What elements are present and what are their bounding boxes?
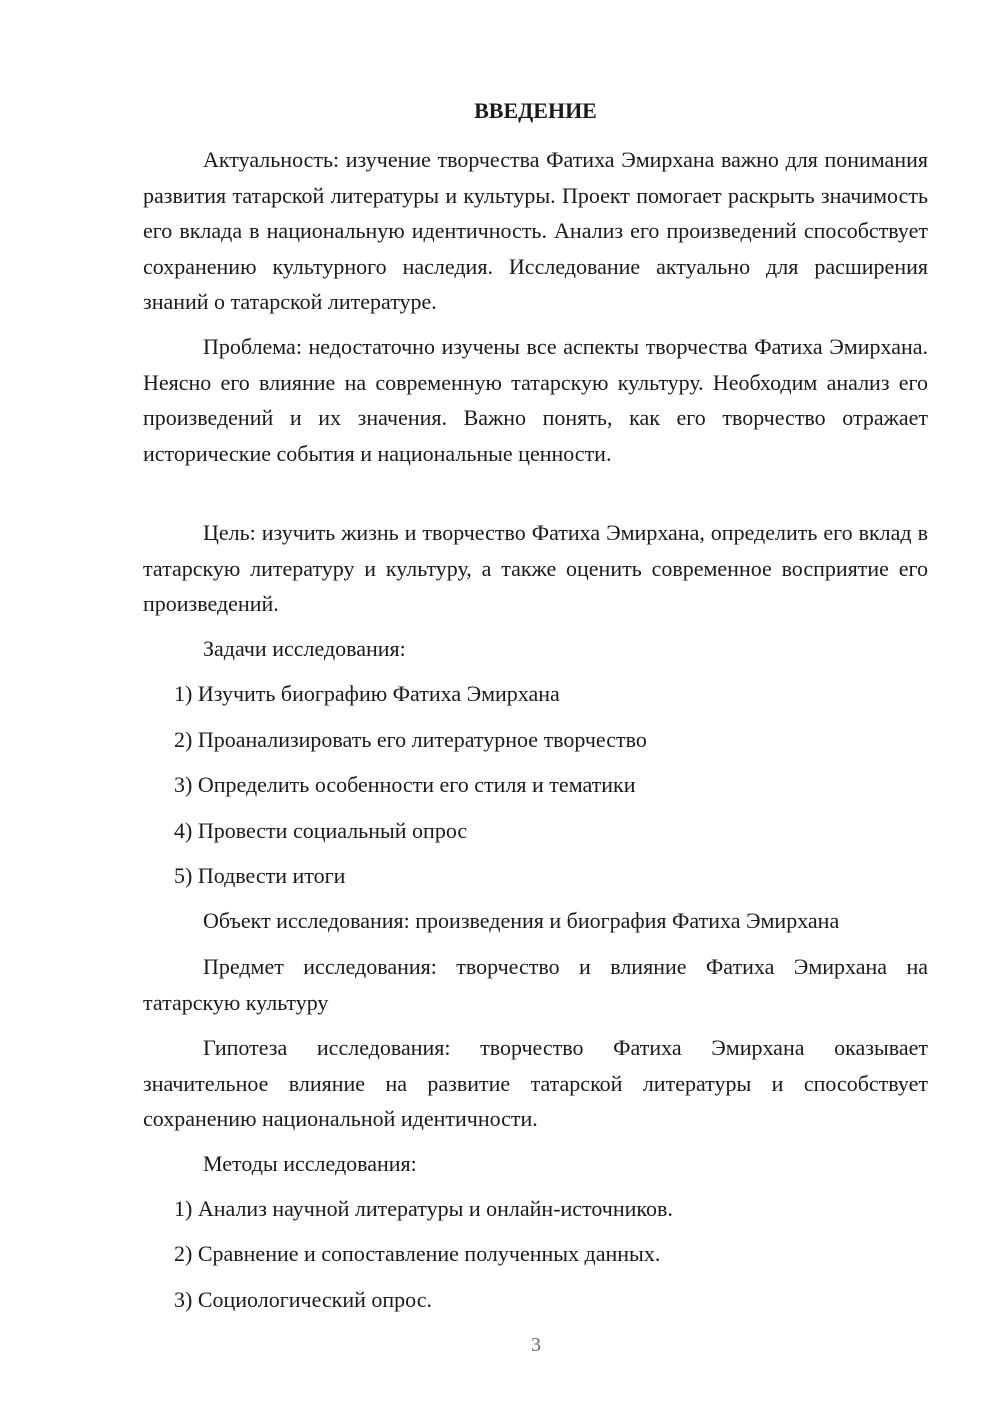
- task-item: 3) Определить особенности его стиля и тематики: [174, 772, 636, 797]
- method-item: 3) Социологический опрос.: [174, 1287, 432, 1312]
- task-item: 2) Проанализировать его литературное творчество: [174, 727, 647, 752]
- hypothesis-paragraph: Гипотеза исследования: творчество Фатиха Эмирхана оказывает значительное влияние на развитие татарской литературы и способствует сохранению национальной идентичности.: [143, 1035, 928, 1131]
- task-item: 5) Подвести итоги: [174, 863, 346, 888]
- relevance-paragraph: Актуальность: изучение творчества Фатиха Эмирхана важно для понимания развития татарской литературы и культуры. Проект помогает раскрыть значимость его вклада в национальную идентичность. Анализ его произведений способствует сохранению культурного наследия. Исследование актуально для расширения знаний о татарской литературе.: [143, 147, 928, 314]
- tasks-heading: Задачи исследования:: [203, 636, 406, 661]
- task-item: 4) Провести социальный опрос: [174, 818, 468, 843]
- task-item: 1) Изучить биографию Фатиха Эмирхана: [174, 681, 560, 706]
- page-title: ВВЕДЕНИЕ: [474, 98, 597, 123]
- methods-heading: Методы исследования:: [203, 1151, 417, 1176]
- method-item: 2) Сравнение и сопоставление полученных данных.: [174, 1241, 661, 1266]
- page-number: 3: [531, 1334, 541, 1356]
- method-item: 1) Анализ научной литературы и онлайн-источников.: [174, 1196, 673, 1221]
- problem-paragraph: Проблема: недостаточно изучены все аспекты творчества Фатиха Эмирхана. Неясно его влияние на современную татарскую культуру. Необходим анализ его произведений и их значения. Важно понять, как его творчество отражает исторические события и национальные ценности.: [143, 334, 928, 466]
- subject-paragraph: Предмет исследования: творчество и влияние Фатиха Эмирхана на татарскую культуру: [143, 954, 928, 1015]
- goal-paragraph: Цель: изучить жизнь и творчество Фатиха Эмирхана, определить его вклад в татарскую литературу и культуру, а также оценить современное восприятие его произведений.: [143, 520, 928, 616]
- object-paragraph: Объект исследования: произведения и биография Фатиха Эмирхана: [203, 908, 840, 933]
